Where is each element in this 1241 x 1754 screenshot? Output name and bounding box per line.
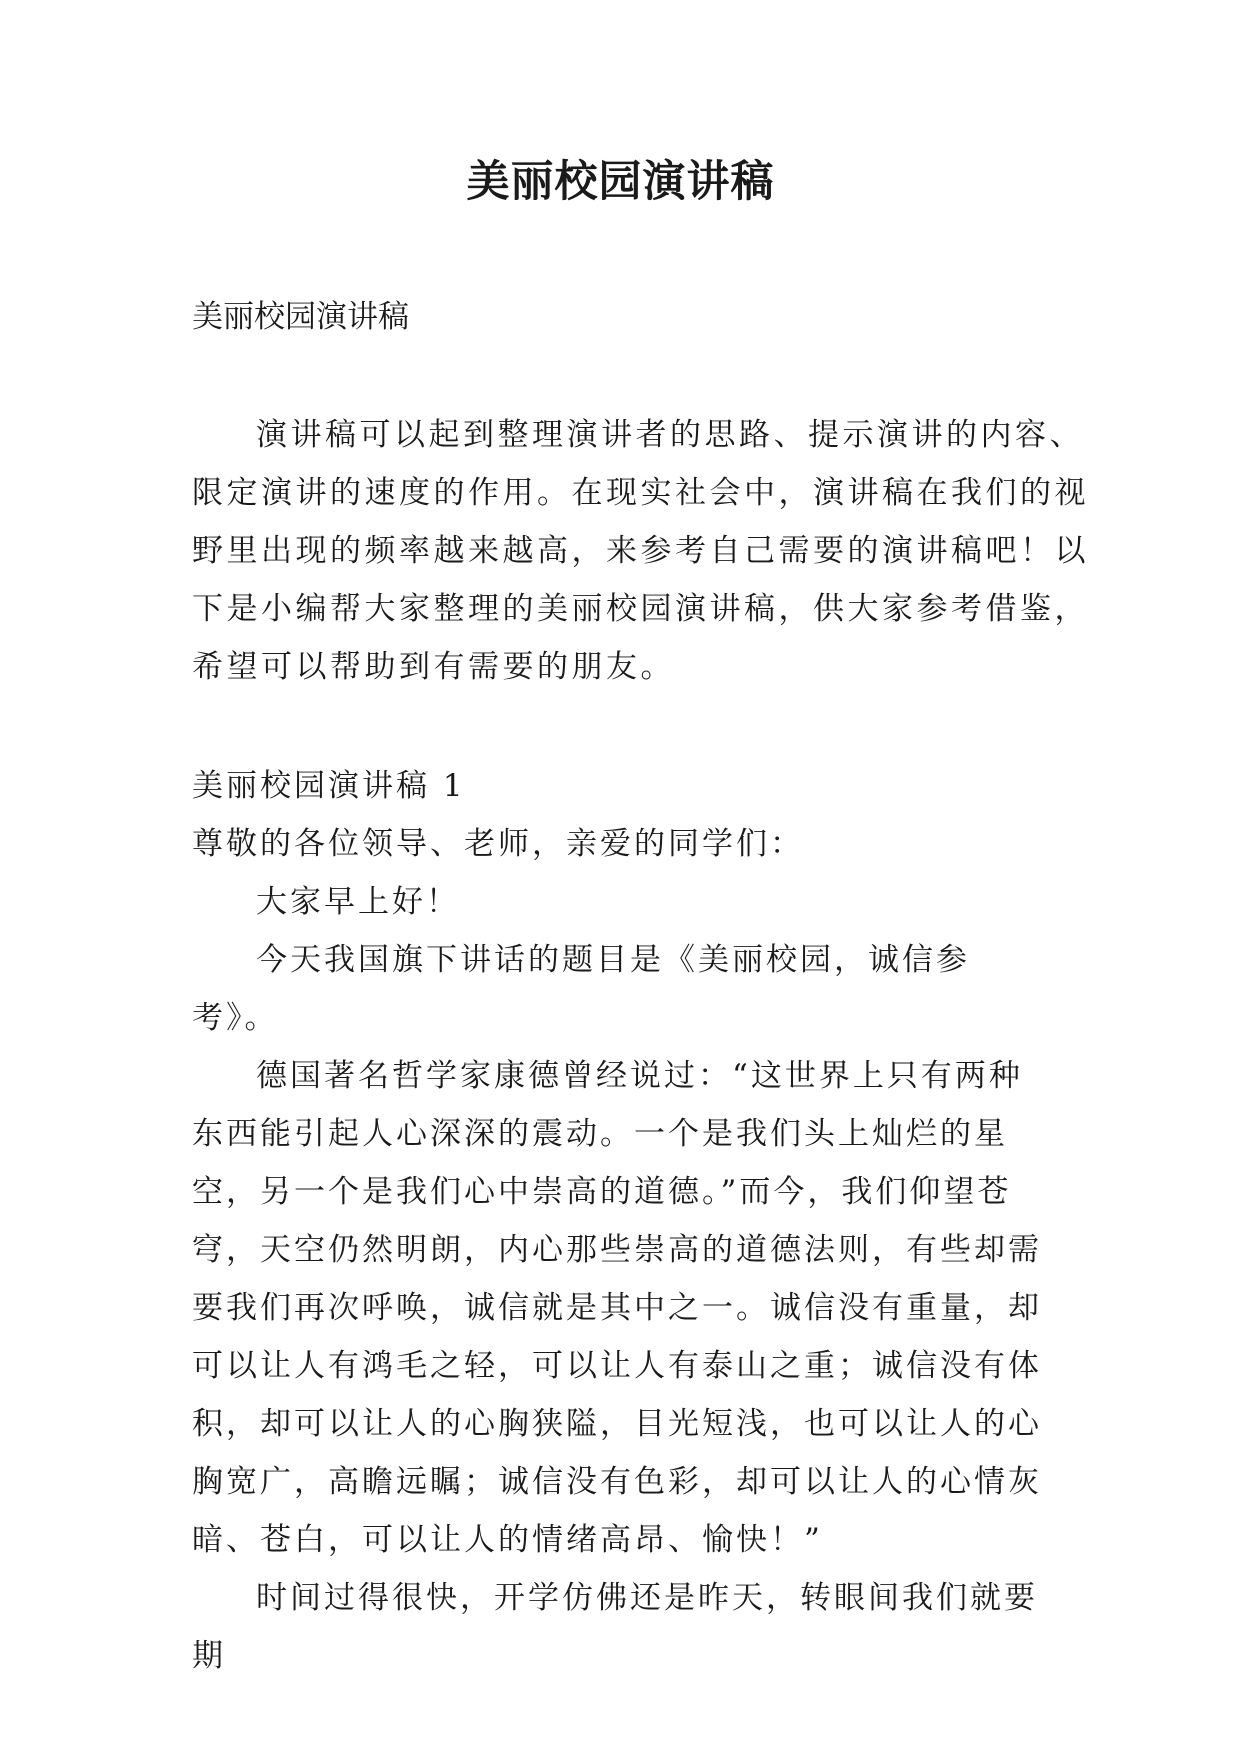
speech-body [192, 757, 1050, 1685]
body-paragraph: 今天我国旗下讲话的题目是《美丽校园，诚信参考》。 [192, 942, 970, 1036]
salutation: 尊敬的各位领导、老师，亲爱的同学们： [192, 826, 804, 862]
document-subtitle: 美丽校园演讲稿 [192, 299, 409, 335]
intro-paragraph: 演讲稿可以起到整理演讲者的思路、提示演讲的内容、限定演讲的速度的作用。在现实社会中，演讲稿在我们的视野里出现的频率越来越高，来参考自己需要的演讲稿吧！以下是小编帮大家整理的美丽校园演讲稿，供大家参考借鉴，希望可以帮助到有需要的朋友。 [192, 417, 1089, 685]
greeting: 大家早上好！ [256, 884, 460, 920]
section-heading: 美丽校园演讲稿 1 [192, 768, 466, 804]
body-paragraph: 德国著名哲学家康德曾经说过：“这世界上只有两种东西能引起人心深深的震动。一个是我们头上灿烂的星空，另一个是我们心中崇高的道德。”而今，我们仰望苍穹，天空仍然明朗，内心那些崇高的道德法则，有些却需要我们再次呼唤，诚信就是其中之一。诚信没有重量，却可以让人有鸿毛之轻，可以让人有泰山之重；诚信没有体积，却可以让人的心胸狭隘，目光短浅，也可以让人的心胸宽广，高瞻远瞩；诚信没有色彩，却可以让人的心情灰暗、苍白，可以让人的情绪高昂、愉快！” [192, 1058, 1042, 1558]
body-paragraph: 时间过得很快，开学仿佛还是昨天，转眼间我们就要期 [192, 1580, 1038, 1674]
document-title: 美丽校园演讲稿 [466, 157, 775, 207]
